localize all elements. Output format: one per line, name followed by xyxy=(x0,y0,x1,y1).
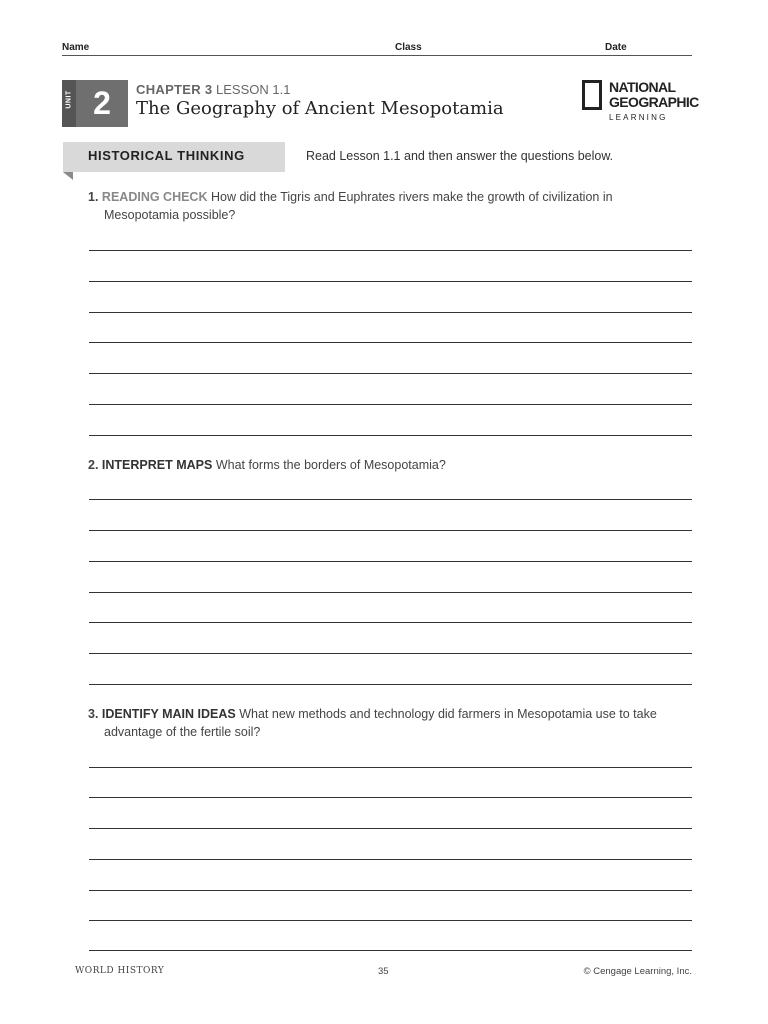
lesson-label: LESSON 1.1 xyxy=(216,82,291,97)
question-number: 3. xyxy=(88,707,99,721)
question-number: 2. xyxy=(88,458,99,472)
answer-line[interactable] xyxy=(89,530,692,531)
question-tag: IDENTIFY MAIN IDEAS xyxy=(101,707,236,721)
answer-line[interactable] xyxy=(89,684,692,685)
answer-line[interactable] xyxy=(89,828,692,829)
question-text-continued: advantage of the fertile soil? xyxy=(104,725,261,739)
answer-line[interactable] xyxy=(89,373,692,374)
section-label: HISTORICAL THINKING xyxy=(88,148,245,163)
logo-line1: NATIONAL xyxy=(609,79,676,95)
answer-line[interactable] xyxy=(89,767,692,768)
date-label: Date xyxy=(605,42,627,53)
question-number: 1. xyxy=(88,190,99,204)
section-banner-fold xyxy=(63,172,73,180)
class-label: Class xyxy=(395,42,422,53)
national-geographic-logo-frame-icon xyxy=(582,80,602,110)
answer-line[interactable] xyxy=(89,950,692,951)
question-text-continued: Mesopotamia possible? xyxy=(104,208,236,222)
answer-line[interactable] xyxy=(89,312,692,313)
answer-line[interactable] xyxy=(89,561,692,562)
answer-line[interactable] xyxy=(89,592,692,593)
answer-line[interactable] xyxy=(89,890,692,891)
answer-line[interactable] xyxy=(89,404,692,405)
answer-line[interactable] xyxy=(89,499,692,500)
answer-line[interactable] xyxy=(89,859,692,860)
question-3 xyxy=(88,705,692,741)
name-label: Name xyxy=(62,42,90,53)
unit-number: 2 xyxy=(93,85,111,121)
answer-line[interactable] xyxy=(89,622,692,623)
answer-line[interactable] xyxy=(89,342,692,343)
footer-page-number: 35 xyxy=(378,966,389,977)
logo-line3: LEARNING xyxy=(609,113,668,122)
answer-line[interactable] xyxy=(89,653,692,654)
page-title: The Geography of Ancient Mesopotamia xyxy=(136,98,504,119)
answer-line[interactable] xyxy=(89,281,692,282)
question-tag: INTERPRET MAPS xyxy=(101,458,213,472)
question-tag: READING CHECK xyxy=(101,190,208,204)
question-text: What new methods and technology did farmers in Mesopotamia use to take xyxy=(239,707,657,721)
question-2 xyxy=(88,456,692,474)
chapter-label: CHAPTER 3 xyxy=(136,82,213,97)
section-instruction: Read Lesson 1.1 and then answer the questions below. xyxy=(306,149,614,163)
header-rule xyxy=(62,55,692,56)
answer-line[interactable] xyxy=(89,250,692,251)
answer-line[interactable] xyxy=(89,920,692,921)
footer-book-title: WORLD HISTORY xyxy=(75,966,165,976)
answer-line[interactable] xyxy=(89,435,692,436)
question-text: How did the Tigris and Euphrates rivers make the growth of civilization in xyxy=(210,190,613,204)
question-1 xyxy=(88,188,692,224)
chapter-lesson-line xyxy=(136,82,290,97)
question-text: What forms the borders of Mesopotamia? xyxy=(215,458,446,472)
answer-line[interactable] xyxy=(89,797,692,798)
footer-copyright: © Cengage Learning, Inc. xyxy=(583,966,692,977)
unit-word: UNIT xyxy=(65,90,73,109)
logo-line2: GEOGRAPHIC xyxy=(609,94,699,110)
